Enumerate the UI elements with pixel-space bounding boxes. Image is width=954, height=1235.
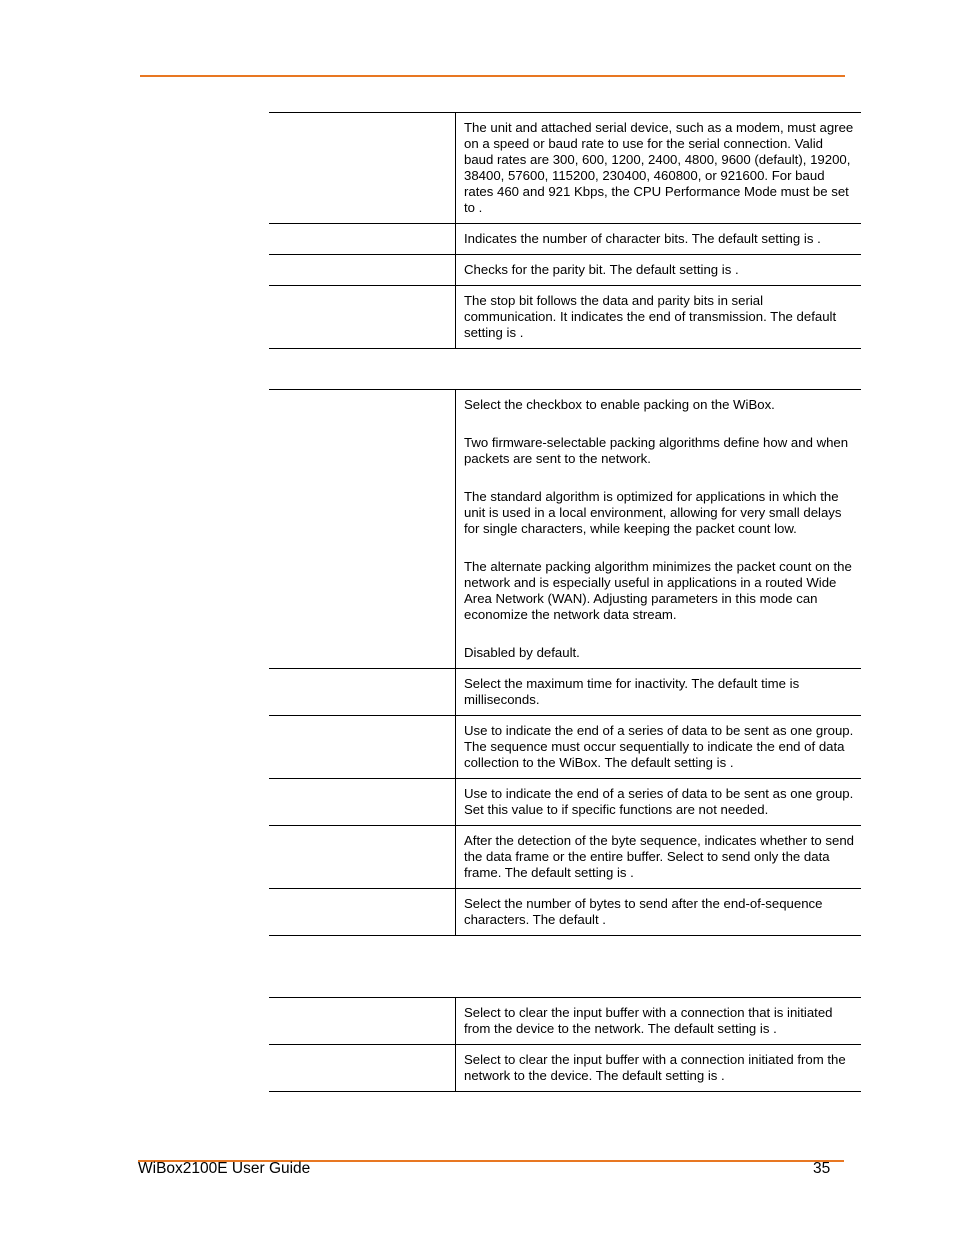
setting-label-cell [269, 826, 456, 889]
description-paragraph: The unit and attached serial device, such as a modem, must agree on a speed or baud rate to use for the serial connection. Valid baud rates are 300, 600, 1200, 2400, 4800, 9600 (default), 19200, 38400, 57600, 115200, 230400, 460800, or 921600. For baud rates 460 and 921 Kbps, the CPU Performance Mode must be set to . [464, 120, 854, 215]
serial-settings-table [269, 112, 861, 349]
setting-description-cell [456, 390, 862, 669]
page-number: 35 [813, 1160, 831, 1177]
description-paragraph: Use to indicate the end of a series of data to be sent as one group. The sequence must occur sequentially to indicate the end of data collection to the WiBox. The default setting is . [464, 723, 854, 770]
description-paragraph: After the detection of the byte sequence, indicates whether to send the data frame or the entire buffer. Select to send only the data frame. The default setting is . [464, 833, 855, 880]
description-paragraph: The stop bit follows the data and parity bits in serial communication. It indicates the end of transmission. The default setting is . [464, 293, 837, 340]
setting-label-cell [269, 779, 456, 826]
description-paragraph: The standard algorithm is optimized for applications in which the unit is used in a local environment, allowing for very small delays for single characters, while keeping the packet count low. [464, 489, 842, 536]
description-paragraph: Select the maximum time for inactivity. The default time is milliseconds. [464, 676, 800, 707]
table-row [269, 669, 861, 716]
table-row [269, 390, 861, 669]
setting-label-cell [269, 255, 456, 286]
setting-description-cell [456, 998, 862, 1045]
setting-description-cell [456, 826, 862, 889]
setting-description-cell [456, 1045, 862, 1092]
description-paragraph: Disabled by default. [464, 645, 580, 660]
setting-description-cell [456, 669, 862, 716]
setting-label-cell [269, 998, 456, 1045]
description-paragraph: Use to indicate the end of a series of data to be sent as one group. Set this value to if specific functions are not needed. [464, 786, 854, 817]
table-row [269, 889, 861, 936]
setting-description-cell [456, 889, 862, 936]
packing-settings-table [269, 389, 861, 936]
table-row [269, 779, 861, 826]
description-paragraph: Two firmware-selectable packing algorithms define how and when packets are sent to the network. [464, 435, 849, 466]
setting-description-cell [456, 113, 862, 224]
setting-description-cell [456, 716, 862, 779]
setting-label-cell [269, 1045, 456, 1092]
setting-label-cell [269, 889, 456, 936]
description-paragraph: The alternate packing algorithm minimizes the packet count on the network and is especially useful in applications in a routed Wide Area Network (WAN). Adjusting parameters in this mode can economize the network data stream. [464, 559, 852, 622]
description-paragraph: Checks for the parity bit. The default setting is . [464, 262, 739, 277]
setting-label-cell [269, 716, 456, 779]
description-paragraph: Select the number of bytes to send after the end-of-sequence characters. The default . [464, 896, 823, 927]
table-row [269, 255, 861, 286]
setting-description-cell [456, 286, 862, 349]
setting-label-cell [269, 113, 456, 224]
setting-description-cell [456, 224, 862, 255]
table-row [269, 286, 861, 349]
flush-settings-table [269, 997, 861, 1092]
setting-label-cell [269, 669, 456, 716]
setting-label-cell [269, 286, 456, 349]
setting-label-cell [269, 390, 456, 669]
table-row [269, 113, 861, 224]
table-row [269, 716, 861, 779]
setting-label-cell [269, 224, 456, 255]
table-row [269, 998, 861, 1045]
description-paragraph: Indicates the number of character bits. The default setting is . [464, 231, 821, 246]
setting-description-cell [456, 255, 862, 286]
header-rule [140, 75, 845, 77]
table-row [269, 826, 861, 889]
setting-description-cell [456, 779, 862, 826]
table-row [269, 1045, 861, 1092]
table-row [269, 224, 861, 255]
description-paragraph: Select to clear the input buffer with a connection that is initiated from the device to the network. The default setting is . [464, 1005, 833, 1036]
footer-title: WiBox2100E User Guide [138, 1160, 311, 1177]
description-paragraph: Select to clear the input buffer with a connection initiated from the network to the device. The default setting is . [464, 1052, 846, 1083]
description-paragraph: Select the checkbox to enable packing on the WiBox. [464, 397, 775, 412]
